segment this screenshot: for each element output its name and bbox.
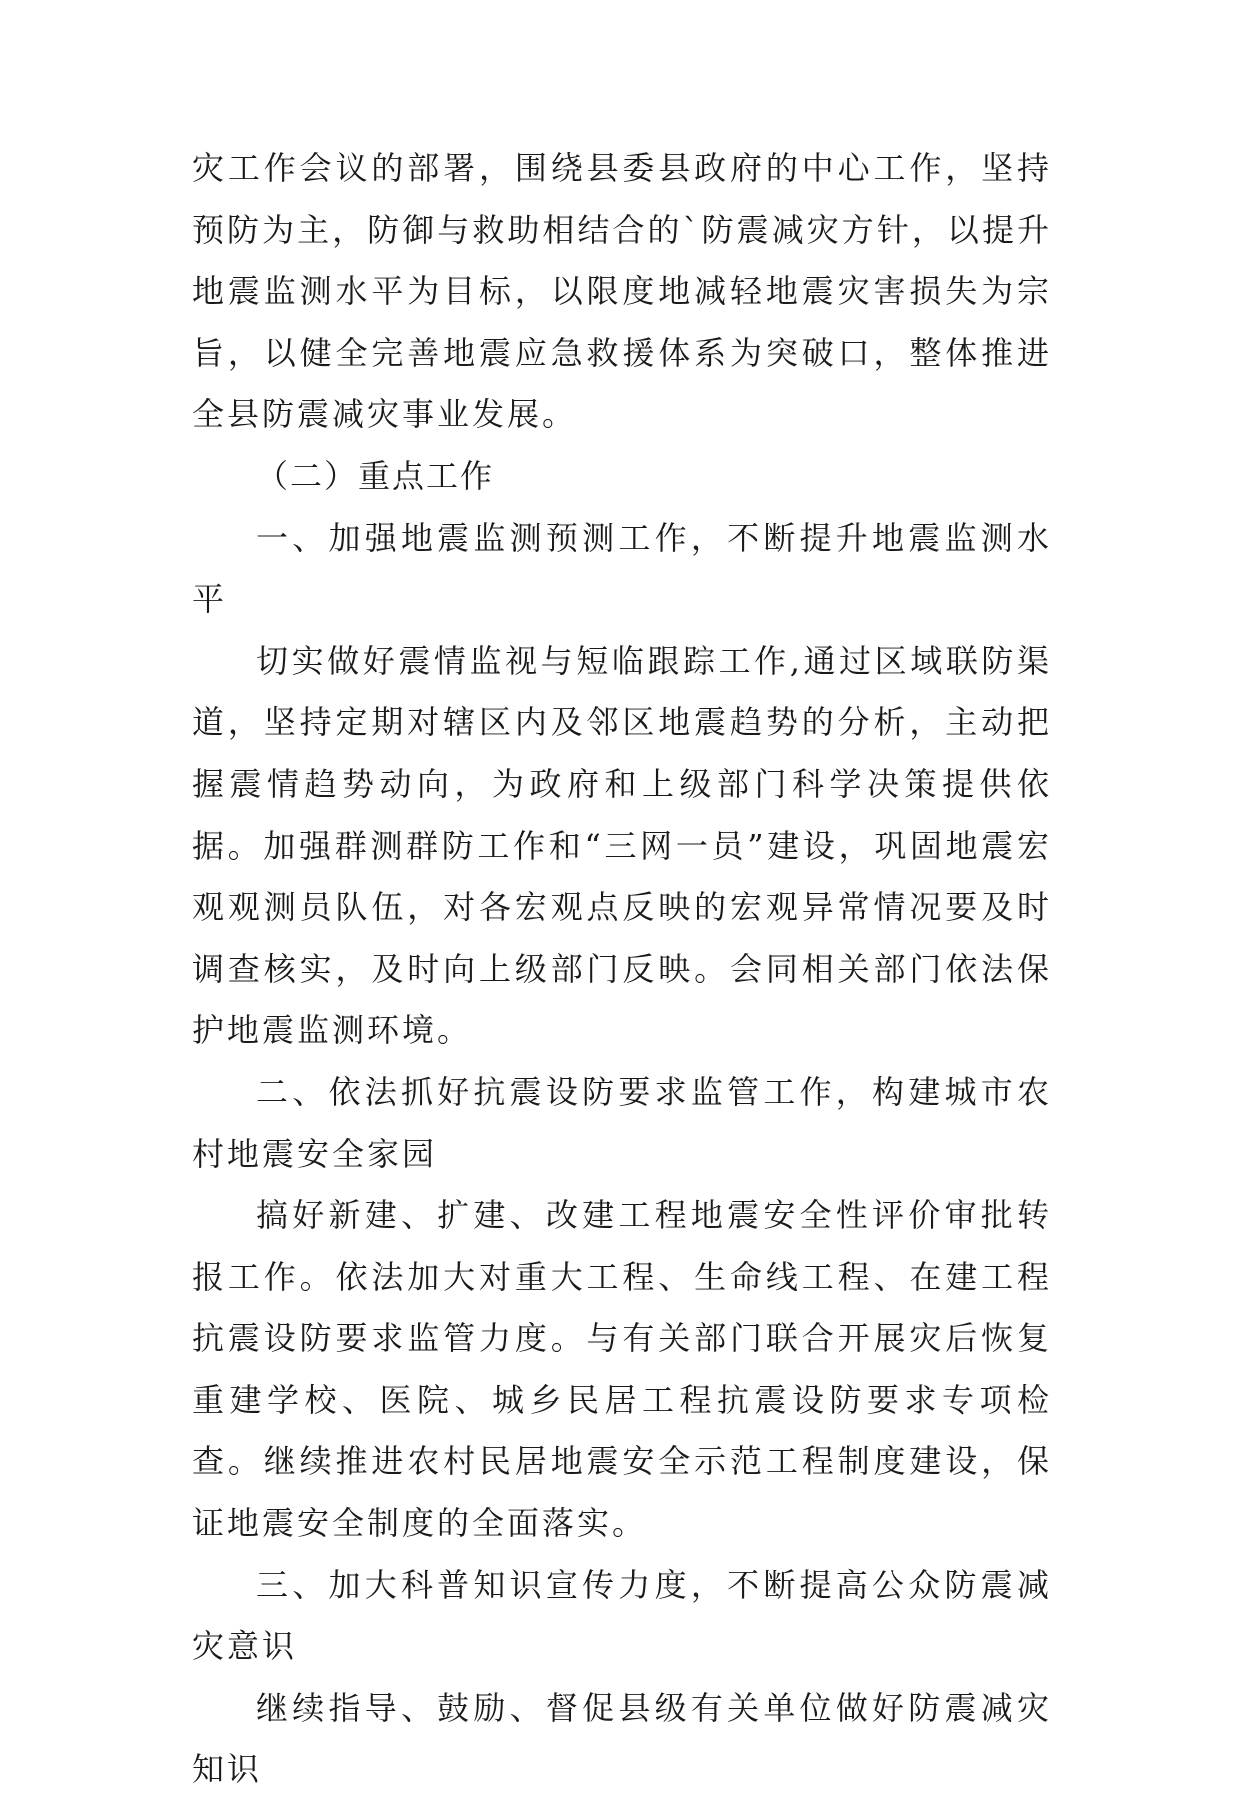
document-body [192,138,1052,1801]
item-heading-seismic-fortification: 二、依法抓好抗震设防要求监管工作，构建城市农村地震安全家园 [192,1072,1052,1173]
paragraph-public-education: 继续指导、鼓励、督促县级有关单位做好防震减灾知识 [192,1688,1052,1789]
paragraph-monitoring: 切实做好震情监视与短临跟踪工作,通过区域联防渠道，坚持定期对辖区内及邻区地震趋势的分析，主动把握震情趋势动向，为政府和上级部门科学决策提供依据。加强群测群防工作和“三网一员”建设，巩固地震宏观观测员队伍，对各宏观点反映的宏观异常情况要及时调查核实，及时向上级部门反映。会同相关部门依法保护地震监测环境。 [192,641,1052,1050]
paragraph-policy-summary: 灾工作会议的部署，围绕县委县政府的中心工作，坚持预防为主，防御与救助相结合的`防震减灾方针，以提升地震监测水平为目标，以限度地减轻地震灾害损失为宗旨，以健全完善地震应急救援体系为突破口，整体推进全县防震减灾事业发展。 [192,149,1052,434]
item-heading-public-education: 三、加大科普知识宣传力度，不断提高公众防震减灾意识 [192,1565,1052,1666]
item-heading-monitoring: 一、加强地震监测预测工作，不断提升地震监测水平 [192,518,1052,619]
paragraph-seismic-fortification: 搞好新建、扩建、改建工程地震安全性评价审批转报工作。依法加大对重大工程、生命线工程、在建工程抗震设防要求监管力度。与有关部门联合开展灾后恢复重建学校、医院、城乡民居工程抗震设防要求专项检查。继续推进农村民居地震安全示范工程制度建设，保证地震安全制度的全面落实。 [192,1196,1052,1543]
section-heading-key-work: （二）重点工作 [256,456,495,495]
